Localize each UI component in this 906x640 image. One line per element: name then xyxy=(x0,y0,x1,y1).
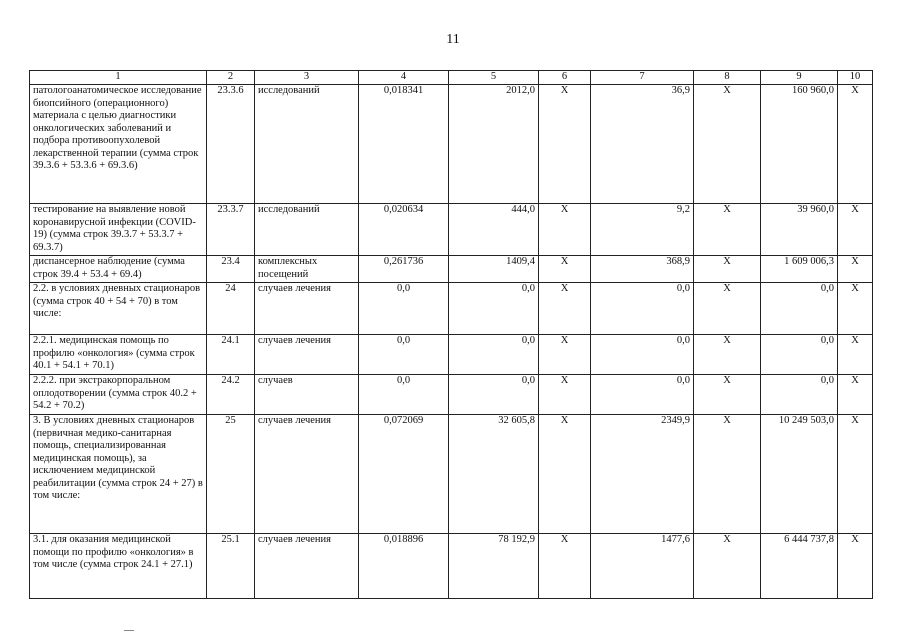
column-header: 6 xyxy=(539,71,591,85)
data-table xyxy=(29,70,873,599)
table-cell-value: 1 609 006,3 xyxy=(761,256,838,283)
column-header: 3 xyxy=(255,71,359,85)
header-row xyxy=(30,71,873,85)
table-cell-unit: случаев xyxy=(255,375,359,415)
column-header: 7 xyxy=(591,71,694,85)
table-row xyxy=(30,534,873,599)
table-cell-unit: исследований xyxy=(255,85,359,204)
table-cell-value: 39 960,0 xyxy=(761,204,838,256)
table-row xyxy=(30,204,873,256)
table-cell-value: 0,0 xyxy=(449,375,539,415)
table-cell-value: Х xyxy=(838,204,873,256)
table-cell-name: тестирование на выявление новой коронавирусной инфекции (COVID-19) (сумма строк 39.3.7 + 53.3.7 + 69.3.7) xyxy=(30,204,207,256)
table-cell-name: 3. В условиях дневных стационаров (первичная медико-санитарная помощь, специализированная медицинская помощь), за исключением медицинской реабилитации (сумма строк 24 + 27) в том числе: xyxy=(30,415,207,534)
table-cell-value: 0,0 xyxy=(449,335,539,375)
table-cell-value: 160 960,0 xyxy=(761,85,838,204)
table-row xyxy=(30,283,873,335)
table-cell-value: 0,018341 xyxy=(359,85,449,204)
table-cell-value: 1477,6 xyxy=(591,534,694,599)
table-cell-value: Х xyxy=(694,415,761,534)
table-cell-unit: случаев лечения xyxy=(255,335,359,375)
table-cell-name: патологоанатомическое исследование биопсийного (операционного) материала с целью диагностики онкологических заболеваний и подбора противоопухолевой лекарственной терапии (сумма строк 39.3.6 + 53.3.6 + 69.3.6) xyxy=(30,85,207,204)
table-cell-value: Х xyxy=(694,256,761,283)
table-cell-value: Х xyxy=(539,375,591,415)
table-row xyxy=(30,256,873,283)
table-cell-unit: исследований xyxy=(255,204,359,256)
table-cell-value: 10 249 503,0 xyxy=(761,415,838,534)
column-header: 1 xyxy=(30,71,207,85)
column-header: 8 xyxy=(694,71,761,85)
scan-mark xyxy=(124,630,134,631)
table-cell-value: Х xyxy=(694,85,761,204)
table-cell-value: Х xyxy=(694,534,761,599)
table-cell-line: 23.3.7 xyxy=(207,204,255,256)
table-cell-value: 9,2 xyxy=(591,204,694,256)
table-row xyxy=(30,375,873,415)
column-header: 4 xyxy=(359,71,449,85)
table-cell-value: Х xyxy=(838,256,873,283)
table-cell-line: 24.1 xyxy=(207,335,255,375)
table-cell-value: Х xyxy=(539,335,591,375)
table-cell-name: 2.2. в условиях дневных стационаров (сумма строк 40 + 54 + 70) в том числе: xyxy=(30,283,207,335)
table-cell-line: 25 xyxy=(207,415,255,534)
table-cell-value: 0,0 xyxy=(761,335,838,375)
table-cell-value: Х xyxy=(838,85,873,204)
table-cell-value: 0,020634 xyxy=(359,204,449,256)
table-cell-value: 0,0 xyxy=(761,375,838,415)
table-cell-value: Х xyxy=(838,415,873,534)
table-cell-value: Х xyxy=(694,204,761,256)
page-number: 11 xyxy=(446,32,460,47)
table-cell-unit: случаев лечения xyxy=(255,283,359,335)
table-cell-value: Х xyxy=(838,335,873,375)
column-header: 9 xyxy=(761,71,838,85)
table-cell-value: Х xyxy=(539,204,591,256)
table-cell-value: 0,0 xyxy=(591,283,694,335)
table-row xyxy=(30,85,873,204)
table-cell-unit: случаев лечения xyxy=(255,415,359,534)
table-cell-value: Х xyxy=(838,534,873,599)
table-cell-value: 0,0 xyxy=(359,283,449,335)
table-cell-name: 3.1. для оказания медицинской помощи по профилю «онкология» в том числе (сумма строк 24.1 + 27.1) xyxy=(30,534,207,599)
table-cell-value: 368,9 xyxy=(591,256,694,283)
table-cell-value: Х xyxy=(539,283,591,335)
table-cell-value: 0,0 xyxy=(359,375,449,415)
table-cell-value: 6 444 737,8 xyxy=(761,534,838,599)
table-cell-line: 25.1 xyxy=(207,534,255,599)
table-cell-value: 2012,0 xyxy=(449,85,539,204)
table-cell-line: 24 xyxy=(207,283,255,335)
column-header: 10 xyxy=(838,71,873,85)
table-cell-value: Х xyxy=(694,283,761,335)
table-cell-value: Х xyxy=(694,335,761,375)
table-cell-value: Х xyxy=(539,256,591,283)
table-cell-value: 2349,9 xyxy=(591,415,694,534)
table-cell-value: 78 192,9 xyxy=(449,534,539,599)
table-cell-name: диспансерное наблюдение (сумма строк 39.4 + 53.4 + 69.4) xyxy=(30,256,207,283)
table-cell-value: 32 605,8 xyxy=(449,415,539,534)
column-header: 5 xyxy=(449,71,539,85)
table-row xyxy=(30,415,873,534)
table-cell-unit: комплексных посещений xyxy=(255,256,359,283)
table-row xyxy=(30,335,873,375)
table-cell-value: 0,261736 xyxy=(359,256,449,283)
table-cell-line: 23.3.6 xyxy=(207,85,255,204)
table-cell-line: 24.2 xyxy=(207,375,255,415)
table-cell-value: Х xyxy=(838,375,873,415)
table-cell-value: 0,0 xyxy=(761,283,838,335)
table-cell-line: 23.4 xyxy=(207,256,255,283)
table-cell-value: 0,0 xyxy=(591,335,694,375)
column-header: 2 xyxy=(207,71,255,85)
table-cell-unit: случаев лечения xyxy=(255,534,359,599)
table-cell-value: Х xyxy=(539,415,591,534)
table-cell-value: 36,9 xyxy=(591,85,694,204)
table-cell-value: Х xyxy=(694,375,761,415)
table-cell-value: Х xyxy=(838,283,873,335)
table-cell-value: 0,072069 xyxy=(359,415,449,534)
table-cell-value: 0,0 xyxy=(359,335,449,375)
table-cell-value: Х xyxy=(539,534,591,599)
table-cell-name: 2.2.1. медицинская помощь по профилю «онкология» (сумма строк 40.1 + 54.1 + 70.1) xyxy=(30,335,207,375)
table-cell-value: 0,018896 xyxy=(359,534,449,599)
table-cell-value: 1409,4 xyxy=(449,256,539,283)
table-cell-value: Х xyxy=(539,85,591,204)
table-cell-value: 444,0 xyxy=(449,204,539,256)
table-cell-value: 0,0 xyxy=(591,375,694,415)
table-cell-name: 2.2.2. при экстракорпоральном оплодотворении (сумма строк 40.2 + 54.2 + 70.2) xyxy=(30,375,207,415)
table-cell-value: 0,0 xyxy=(449,283,539,335)
